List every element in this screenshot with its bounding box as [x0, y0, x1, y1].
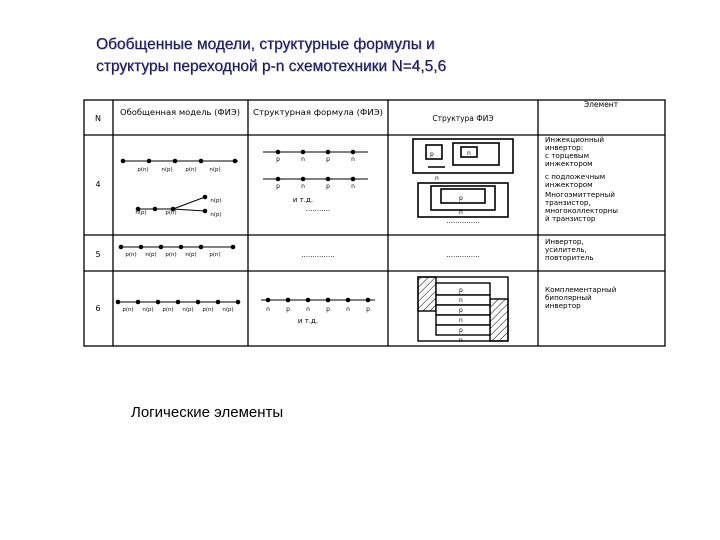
chain-node [116, 300, 120, 304]
chain-node [147, 159, 151, 163]
node-label: n(p) [210, 198, 222, 204]
row4-formula-b [263, 177, 368, 181]
chain-node [119, 245, 123, 249]
chain-node [203, 195, 207, 199]
formula-letter: n [351, 183, 355, 190]
header-element: Элемент [583, 100, 619, 109]
formula-node [351, 150, 355, 154]
structure-letter: p [459, 287, 463, 294]
row4-model-chain-a [121, 159, 238, 163]
chain-node [179, 245, 183, 249]
structure-letter: p [459, 195, 463, 202]
row4-n: 4 [95, 180, 101, 189]
formula-node [301, 150, 305, 154]
structure-hatched [418, 277, 436, 311]
formula-node [286, 298, 290, 302]
structure-dots: ............... [446, 217, 480, 225]
header-structure: Структура ФИЭ [432, 114, 494, 123]
node-label: p(n) [202, 307, 214, 313]
formula-letter: p [326, 183, 330, 190]
formula-letter: p [326, 156, 330, 163]
chain-node [121, 159, 125, 163]
node-label: n(p) [209, 167, 221, 173]
formula-letter: n [306, 306, 310, 313]
structure-layer [436, 283, 490, 295]
header-model: Обобщенная модель (ФИЭ) [120, 108, 241, 117]
row5-element: Инвертор, усилитель, повторитель [545, 237, 594, 262]
structure-region [426, 145, 442, 159]
formula-node [366, 298, 370, 302]
formula-dots: ........... [305, 205, 331, 213]
chain-node [231, 245, 235, 249]
formula-node [306, 298, 310, 302]
chain-node [136, 300, 140, 304]
formula-letter: p [366, 306, 370, 313]
row6-structure [418, 277, 508, 341]
formula-letter: n [266, 306, 270, 313]
row4-element-1: Инжекционный инвертор: с торцевым инжектором [545, 135, 605, 168]
structure-layer [436, 295, 490, 305]
formula-note: и т.д. [292, 196, 314, 204]
header-formula: Структурная формула (ФИЭ) [253, 108, 384, 117]
node-label: n(p) [185, 252, 197, 258]
row6-n: 6 [95, 304, 101, 313]
chain-node [216, 300, 220, 304]
node-label: n(p) [182, 307, 194, 313]
chain-node [203, 209, 207, 213]
structures-table [83, 99, 666, 347]
formula-node [276, 150, 280, 154]
formula-node [266, 298, 270, 302]
formula-note: и т.д. [297, 317, 319, 325]
row6-formula [261, 298, 375, 302]
node-label: p(n) [185, 167, 197, 173]
structure-letter: p [459, 307, 463, 314]
structure-letter: n [435, 175, 439, 182]
row4-element-2: с подложечным инжектором [545, 172, 606, 189]
formula-letter: n [301, 156, 305, 163]
structure-letter: n [459, 297, 463, 304]
node-label: n(p) [142, 307, 154, 313]
row5-n: 5 [95, 250, 101, 259]
node-label: n(p) [135, 210, 147, 216]
structure-letter: n [467, 150, 471, 157]
chain-node [153, 207, 157, 211]
table-graphic [83, 99, 666, 347]
chain-node [139, 245, 143, 249]
node-label: p(n) [165, 210, 177, 216]
chain-node [199, 245, 203, 249]
formula-node [326, 150, 330, 154]
node-label: n(p) [161, 167, 173, 173]
chain-node [199, 159, 203, 163]
node-label: p(n) [162, 307, 174, 313]
node-label: n(p) [222, 307, 234, 313]
row6-element: Комплементарный биполярный инвертор [545, 285, 617, 310]
chain-node [236, 300, 240, 304]
formula-letter: n [351, 156, 355, 163]
row6-model-chain [116, 300, 240, 304]
chain-node [176, 300, 180, 304]
row5-structure-dots: ............... [446, 251, 480, 259]
structure-region [441, 189, 485, 203]
row4-structure-a [413, 139, 513, 173]
row4-element-3: Многоэмиттерный транзистор, многоколлекторны й транзистор [545, 190, 618, 223]
structure-layer [436, 305, 490, 315]
branch-up [173, 197, 205, 209]
header-n: N [95, 114, 101, 123]
formula-letter: p [276, 183, 280, 190]
node-label: p(n) [137, 167, 149, 173]
slide-caption: Логические элементы [131, 404, 284, 421]
structure-outline [413, 139, 513, 173]
structure-layer [436, 325, 490, 335]
node-label: p(n) [125, 252, 137, 258]
formula-node [326, 298, 330, 302]
structure-letter: p [430, 151, 434, 158]
title-line-2: структуры переходной p-n схемотехники N=4,5,6 [96, 58, 447, 75]
slide-title [96, 34, 616, 78]
chain-node [233, 159, 237, 163]
node-label: p(n) [209, 252, 221, 258]
chain-node [156, 300, 160, 304]
formula-node [351, 177, 355, 181]
formula-letter: p [326, 306, 330, 313]
row4-structure-b [418, 183, 508, 217]
formula-node [326, 177, 330, 181]
row4-formula-a [263, 150, 368, 154]
formula-letter: n [301, 183, 305, 190]
formula-letter: p [276, 156, 280, 163]
formula-node [276, 177, 280, 181]
formula-node [301, 177, 305, 181]
structure-hatched [490, 299, 508, 341]
structure-letter: p [459, 327, 463, 334]
branch-down [173, 209, 205, 211]
formula-letter: p [286, 306, 290, 313]
chain-node [173, 159, 177, 163]
row5-formula-dots: ............... [301, 251, 335, 259]
node-label: p(n) [165, 252, 177, 258]
structure-letter: n [459, 337, 463, 344]
chain-node [196, 300, 200, 304]
structure-letter: n [459, 317, 463, 324]
structure-layer [436, 315, 490, 325]
formula-node [346, 298, 350, 302]
formula-letter: n [346, 306, 350, 313]
node-label: n(p) [210, 212, 222, 218]
node-label: n(p) [145, 252, 157, 258]
node-label: p(n) [122, 307, 134, 313]
row5-model-chain [119, 245, 235, 249]
title-line-1: Обобщенные модели, структурные формулы и [96, 36, 435, 53]
structure-letter: n [459, 209, 463, 216]
chain-node [159, 245, 163, 249]
